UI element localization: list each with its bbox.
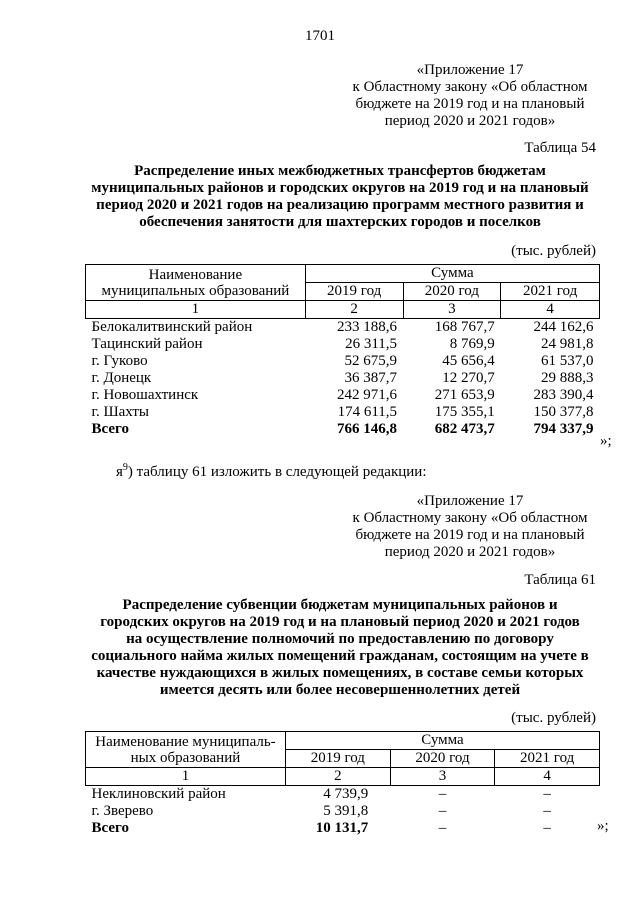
row-value-2019: 36 387,7: [344, 370, 398, 386]
table-54-title: [80, 163, 600, 231]
row-value-2020: –: [438, 803, 447, 819]
table-row: [86, 353, 600, 370]
row-value-2019: 26 311,5: [345, 336, 398, 352]
header-name: Наименование муниципальных образований: [86, 265, 306, 301]
column-number: 1: [86, 301, 306, 319]
table-total-row: [86, 820, 600, 837]
total-value-2019: 10 131,7: [315, 820, 369, 836]
appendix-line: «Приложение 17: [416, 493, 524, 509]
header-sum: Сумма: [285, 732, 599, 750]
row-value-2021: 29 888,3: [541, 370, 594, 386]
title-line: социального найма жилых помещений гражданам, состоящим на учете в: [91, 648, 589, 664]
row-value-2021: 150 377,8: [533, 404, 594, 420]
row-value-2019: 233 188,6: [337, 319, 398, 335]
row-value-2021: 283 390,4: [533, 387, 594, 403]
column-number: 2: [285, 768, 390, 786]
instruction-superscript: 9: [122, 462, 128, 473]
appendix-line: к Областному закону «Об областном: [352, 510, 588, 526]
table-row: [86, 803, 600, 820]
table-54-unit: (тыс. рублей): [511, 243, 596, 259]
appendix-line: «Приложение 17: [416, 62, 524, 78]
title-line: имеется десять или более несовершеннолетних детей: [159, 682, 521, 698]
column-number: 3: [403, 301, 501, 319]
title-line: период 2020 и 2021 годов на реализацию программ местного развития и: [96, 197, 584, 213]
title-line: на осуществление полномочий по предоставлению по договору: [126, 631, 554, 647]
appendix-line: период 2020 и 2021 годов»: [384, 544, 556, 560]
row-value-2020: 271 653,9: [434, 387, 495, 403]
table-row: [86, 786, 600, 804]
table-61-title: [80, 597, 600, 699]
title-line: обеспечения занятости для шахтерских городов и поселков: [139, 214, 541, 230]
table-54-closing: »;: [600, 433, 612, 449]
total-label: Всего: [91, 421, 129, 437]
instruction-text: [116, 464, 427, 481]
row-value-2020: 8 769,9: [449, 336, 495, 352]
total-value-2021: –: [543, 820, 551, 836]
table-61: [85, 731, 600, 837]
row-value-2021: 61 537,0: [541, 353, 594, 369]
title-line: муниципальных районов и городских округов на 2019 год и на плановый: [91, 180, 589, 196]
table-row: [86, 370, 600, 387]
header-year-2020: 2020 год: [390, 750, 495, 768]
appendix-line: бюджете на 2019 год и на плановый: [355, 96, 585, 112]
header-sum: Сумма: [305, 265, 599, 283]
row-value-2020: –: [438, 786, 447, 802]
appendix-line: период 2020 и 2021 годов»: [384, 113, 556, 129]
table-61-label: Таблица 61: [524, 572, 596, 588]
total-value-2021: 794 337,9: [533, 421, 594, 437]
header-year-2019: 2019 год: [285, 750, 390, 768]
column-number: 3: [390, 768, 495, 786]
appendix-header: [340, 493, 600, 561]
title-line: Распределение субвенции бюджетам муниципальных районов и: [122, 597, 558, 613]
title-line: Распределение иных межбюджетных трансфертов бюджетам: [134, 163, 546, 179]
total-value-2020: 682 473,7: [434, 421, 495, 437]
header-year-2021: 2021 год: [501, 283, 600, 301]
column-number: 2: [305, 301, 403, 319]
row-value-2021: –: [543, 803, 551, 819]
row-value-2019: 5 391,8: [323, 803, 369, 819]
table-row: [86, 319, 600, 337]
row-name: г. Гуково: [91, 353, 148, 369]
row-value-2019: 242 971,6: [337, 387, 398, 403]
row-name: г. Зверево: [91, 803, 154, 819]
title-line: городских округов на 2019 год и на плановый период 2020 и 2021 годов: [100, 614, 580, 630]
header-year-2020: 2020 год: [403, 283, 501, 301]
row-value-2020: 12 270,7: [442, 370, 495, 386]
header-year-2021: 2021 год: [495, 750, 600, 768]
table-61-unit: (тыс. рублей): [511, 710, 596, 726]
header-year-2019: 2019 год: [305, 283, 403, 301]
row-value-2020: 168 767,7: [434, 319, 495, 335]
row-value-2020: 175 355,1: [434, 404, 495, 420]
row-value-2021: –: [543, 786, 551, 802]
total-label: Всего: [91, 820, 129, 836]
page-number: 1701: [305, 28, 335, 44]
row-name: Тацинский район: [91, 336, 203, 352]
row-name: г. Шахты: [91, 404, 150, 420]
appendix-header: [340, 62, 600, 130]
appendix-line: бюджете на 2019 год и на плановый: [355, 527, 585, 543]
row-value-2020: 45 656,4: [442, 353, 495, 369]
row-value-2021: 244 162,6: [533, 319, 594, 335]
row-value-2021: 24 981,8: [541, 336, 594, 352]
column-number: 1: [86, 768, 286, 786]
row-value-2019: 4 739,9: [323, 786, 369, 802]
table-54-label: Таблица 54: [524, 140, 596, 156]
header-name: Наименование муниципаль- ных образований: [86, 732, 286, 768]
row-name: г. Новошахтинск: [91, 387, 199, 403]
table-61-closing: »;: [597, 818, 609, 834]
table-row: [86, 404, 600, 421]
title-line: качестве нуждающихся в жилых помещениях, в составе семьи которых: [96, 665, 584, 681]
table-row: [86, 336, 600, 353]
row-value-2019: 52 675,9: [344, 353, 398, 369]
column-number: 4: [495, 768, 600, 786]
row-name: г. Донецк: [91, 370, 152, 386]
row-value-2019: 174 611,5: [337, 404, 398, 420]
row-name: Неклиновский район: [91, 786, 226, 802]
instruction-letter: я: [116, 464, 123, 480]
appendix-line: к Областному закону «Об областном: [352, 79, 588, 95]
table-54: [85, 264, 600, 438]
row-name: Белокалитвинский район: [91, 319, 253, 335]
total-value-2019: 766 146,8: [337, 421, 398, 437]
column-number: 4: [501, 301, 600, 319]
table-row: [86, 387, 600, 404]
total-value-2020: –: [438, 820, 447, 836]
instruction-body: ) таблицу 61 изложить в следующей редакции:: [127, 464, 427, 480]
table-total-row: [86, 421, 600, 438]
